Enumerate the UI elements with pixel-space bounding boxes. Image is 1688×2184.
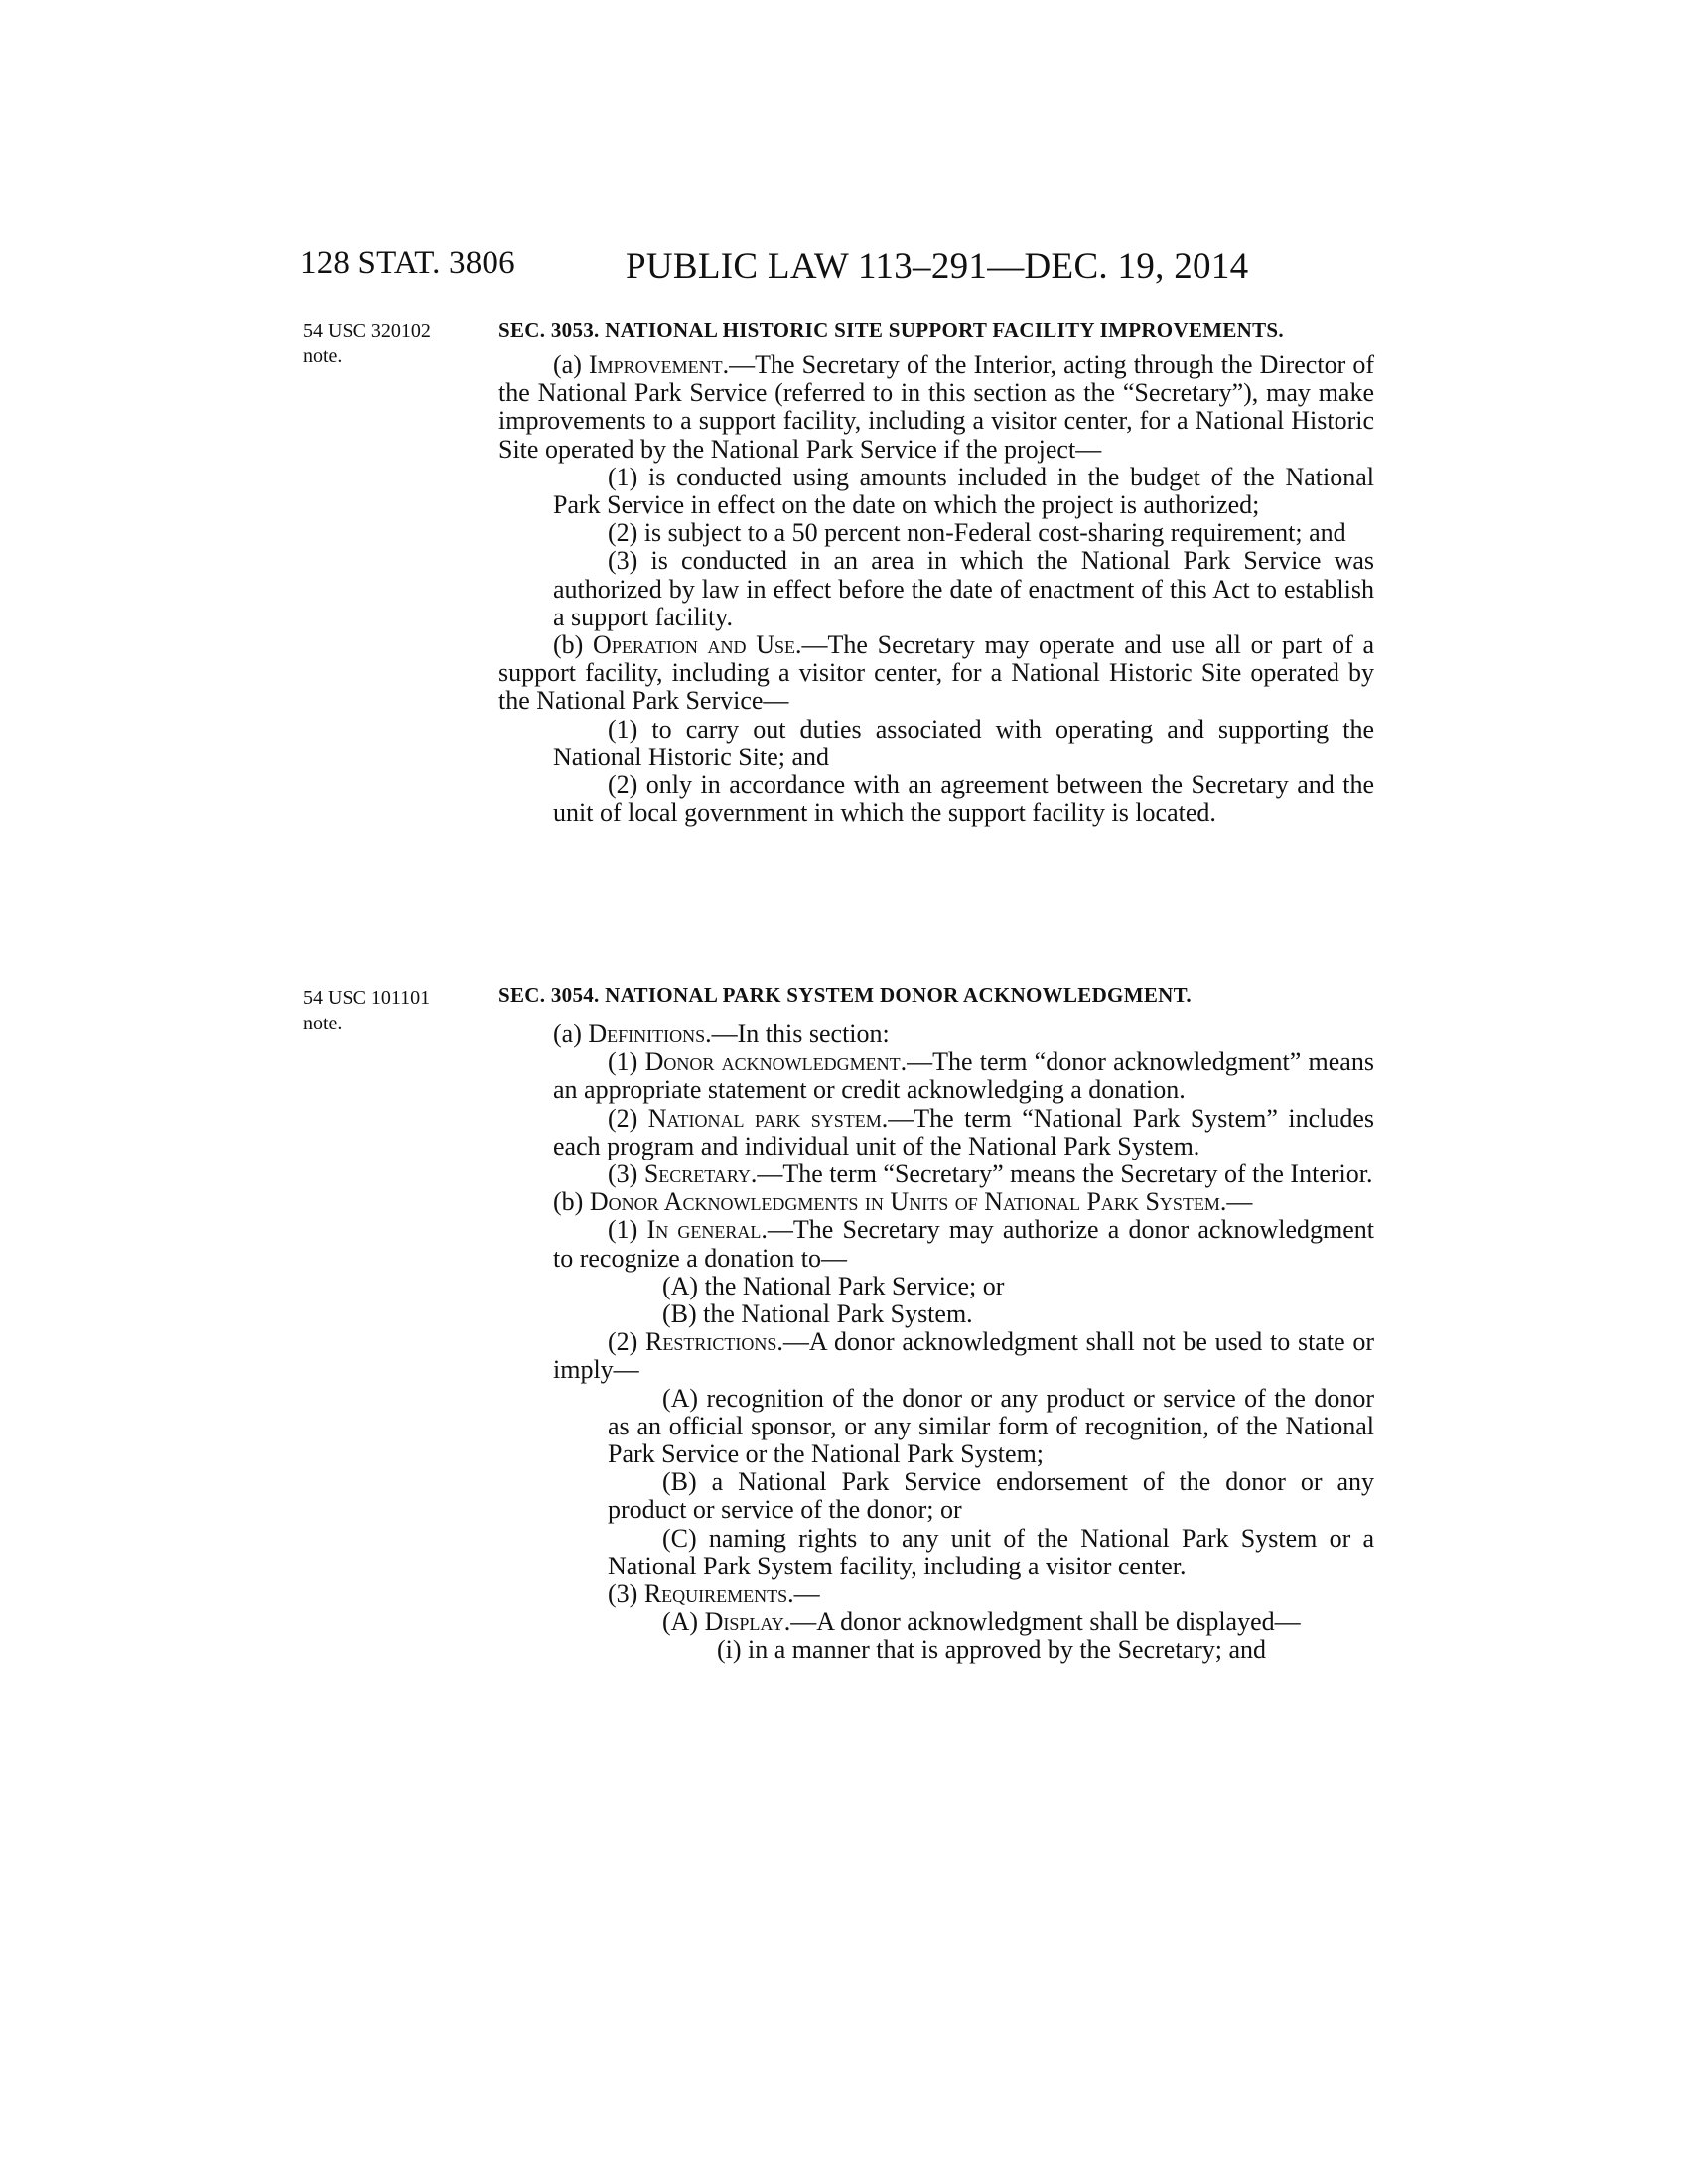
paragraph-title: National park system	[647, 1103, 882, 1133]
paragraph-number: (2)	[608, 1103, 648, 1133]
page-header	[300, 245, 1472, 295]
margin-note-citation: 54 USC 320102	[303, 320, 431, 341]
subsection-b	[498, 631, 1374, 716]
subsection-text: .—The Secretary may operate and use all or part of a support facility, including a visitor center, for a National Historic Site operated by the National Park Service—	[498, 630, 1375, 716]
paragraph-text: .—The Secretary may authorize a donor acknowledgment to recognize a donation to—	[553, 1215, 1374, 1273]
paragraph-a2: (2) is subject to a 50 percent non-Federal cost-sharing requirement; and	[608, 518, 1346, 548]
subsection-title: Operation and Use	[593, 630, 796, 660]
subparagraph-number: (A)	[662, 1607, 705, 1637]
paragraph-number: (3)	[608, 1160, 644, 1189]
paragraph-text: .—The term “National Park System” includes each program and individual unit of the National Park System.	[553, 1103, 1375, 1160]
subparagraph-b2A: (A) recognition of the donor or any product or service of the donor as an official sponsor, or any similar form of recognition, of the National Park Service or the National Park System;	[608, 1383, 1374, 1469]
paragraph-a2	[498, 1105, 1374, 1160]
paragraph-b2: (2) only in accordance with an agreement between the Secretary and the unit of local government in which the support facility is located.	[553, 770, 1374, 828]
subsection-b	[498, 1188, 1374, 1216]
subparagraph-b1A: (A) the National Park Service; or	[662, 1271, 1005, 1300]
subparagraph-text: .—A donor acknowledgment shall be displayed—	[783, 1607, 1301, 1637]
subsection-title: Definitions	[588, 1020, 706, 1048]
statute-page-number: 128 STAT. 3806	[300, 245, 515, 281]
margin-note-label: note.	[303, 345, 343, 367]
margin-note-sec-3053	[303, 318, 482, 369]
subparagraph-title: Display	[704, 1607, 784, 1637]
section-heading: SEC. 3054. NATIONAL PARK SYSTEM DONOR ACKNOWLEDGMENT.	[498, 983, 1192, 1007]
margin-note-label: note.	[303, 1013, 343, 1034]
margin-note-citation: 54 USC 101101	[303, 987, 431, 1009]
paragraph-b2	[498, 1328, 1374, 1384]
paragraph-number: (3)	[608, 1579, 644, 1609]
paragraph-title: In general	[646, 1215, 762, 1245]
subparagraph-b2C: (C) naming rights to any unit of the National Park System or a National Park System facility, including a visitor center.	[608, 1523, 1374, 1580]
subparagraph-b3A	[498, 1608, 1374, 1636]
subsection-number: (a)	[553, 350, 589, 379]
subsection-text: .—	[1219, 1187, 1253, 1217]
paragraph-text: .—The term “donor acknowledgment” means an appropriate statement or credit acknowledging a donation.	[553, 1047, 1374, 1105]
paragraph-text: .—	[787, 1579, 820, 1609]
subparagraph-b1B: (B) the National Park System.	[662, 1299, 973, 1329]
paragraph-a3: (3) is conducted in an area in which the National Park Service was authorized by law in effect before the date of enactment of this Act to establish a support facility.	[553, 546, 1374, 631]
clause-b3Ai: (i) in a manner that is approved by the Secretary; and	[717, 1635, 1267, 1665]
paragraph-b1: (1) to carry out duties associated with operating and supporting the National Historic Site; and	[553, 714, 1374, 771]
paragraph-text: .—A donor acknowledgment shall not be used to state or imply—	[553, 1327, 1374, 1385]
section-3054	[498, 983, 1374, 1665]
paragraph-title: Restrictions	[645, 1327, 777, 1357]
subsection-number: (a)	[553, 1020, 589, 1048]
subsection-text: .—The Secretary of the Interior, acting through the Director of the National Park Service (referred to in this section as the “Secretary”), may make improvements to a support facility, including a visitor center, for a National Historic Site operated by the National Park Service if the project—	[498, 350, 1374, 464]
public-law-title: PUBLIC LAW 113–291—DEC. 19, 2014	[626, 246, 1249, 287]
section-heading: SEC. 3053. NATIONAL HISTORIC SITE SUPPORT FACILITY IMPROVEMENTS.	[498, 318, 1284, 341]
paragraph-text: .—The term “Secretary” means the Secretary of the Interior.	[750, 1160, 1373, 1189]
subparagraph-b2B: (B) a National Park Service endorsement of the donor or any product or service of the donor; or	[608, 1467, 1374, 1525]
subsection-text: .—In this section:	[705, 1020, 890, 1048]
paragraph-title: Requirements	[643, 1579, 788, 1609]
subsection-title: Improvement	[588, 350, 723, 379]
subsection-number: (b)	[553, 630, 594, 660]
subsection-a	[498, 351, 1374, 464]
paragraph-title: Donor acknowledgment	[644, 1047, 901, 1077]
paragraph-number: (1)	[608, 1047, 645, 1077]
margin-note-sec-3054	[303, 985, 482, 1036]
section-3053	[498, 318, 1374, 827]
paragraph-b3	[498, 1580, 1374, 1608]
subsection-title: Donor Acknowledgments in Units of National Park System	[589, 1187, 1220, 1217]
paragraph-a3	[498, 1160, 1374, 1188]
subsection-a	[498, 1021, 1374, 1048]
subsection-number: (b)	[553, 1187, 590, 1217]
paragraph-a1	[498, 1048, 1374, 1104]
paragraph-number: (1)	[608, 1215, 647, 1245]
paragraph-b1	[498, 1216, 1374, 1272]
paragraph-title: Secretary	[643, 1160, 751, 1189]
paragraph-number: (2)	[608, 1327, 646, 1357]
paragraph-a1: (1) is conducted using amounts included in the budget of the National Park Service in effect on the date on which the project is authorized;	[553, 462, 1374, 520]
